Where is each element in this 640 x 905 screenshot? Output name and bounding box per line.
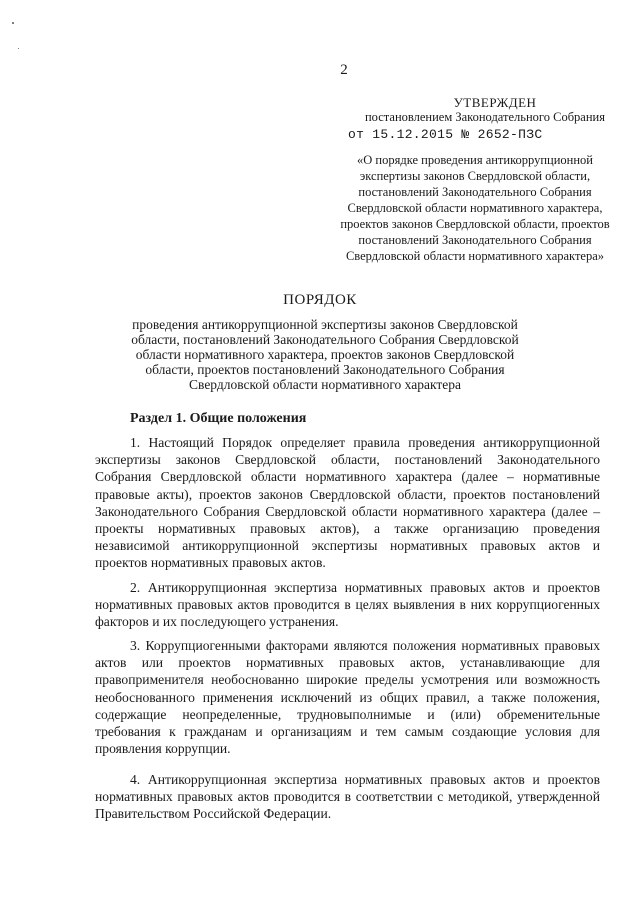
scan-speck — [18, 48, 19, 49]
paragraph-1: 1. Настоящий Порядок определяет правила проведения антикоррупционной экспертизы законов Свердловской области, постановлений Законодательного Собрания Свердловской области нормативного характера (далее – нормативные правовые акты), проектов законов Свердловской области, проектов постановлений Законодательного Собрания Свердловской области нормативного характера (далее – проекты нормативных правовых актов), а также организацию проведения независимой антикоррупционной экспертизы нормативных правовых актов и проектов нормативных правовых актов. — [95, 435, 600, 571]
document-subtitle: проведения антикоррупционной экспертизы законов Свердловской области, постановлений Законодательного Собрания Свердловской области нормативного характера, проектов законов Свердловской области, проектов постановлений Законодательного Собрания Свердловской области нормативного характера — [131, 317, 519, 392]
approval-title: УТВЕРЖДЕН — [453, 95, 537, 110]
approval-description: «О порядке проведения антикоррупционной экспертизы законов Свердловской области, постановлений Законодательного Собрания Свердловской области нормативного характера, проектов законов Свердловской области, проектов постановлений Законодательного Собрания Свердловской области нормативного характера» — [340, 153, 610, 263]
document-title: ПОРЯДОК — [283, 292, 357, 308]
approval-date-number: от 15.12.2015 № 2652-ПЗС — [348, 127, 543, 142]
page-number: 2 — [340, 62, 348, 78]
section-heading: Раздел 1. Общие положения — [130, 411, 307, 426]
scan-speck — [12, 22, 14, 24]
approval-by: постановлением Законодательного Собрания — [364, 110, 605, 124]
paragraph-3: 3. Коррупциогенными факторами являются положения нормативных правовых актов или проектов нормативных правовых актов, устанавливающие для правоприменителя необоснованно широкие пределы усмотрения или возможность необоснованного применения исключений из общих правил, а также положения, содержащие неопределенные, трудновыполнимые и (или) обременительные требования к гражданам и организациям и тем самым создающие условия для проявления коррупции. — [95, 638, 600, 757]
approval-block — [330, 95, 620, 264]
paragraph-4: 4. Антикоррупционная экспертиза нормативных правовых актов и проектов нормативных правовых актов проводится в соответствии с методикой, утвержденной Правительством Российской Федерации. — [95, 772, 600, 822]
paragraph-2: 2. Антикоррупционная экспертиза нормативных правовых актов и проектов нормативных правовых актов проводится в целях выявления в них коррупциогенных факторов и их последующего устранения. — [95, 580, 600, 630]
